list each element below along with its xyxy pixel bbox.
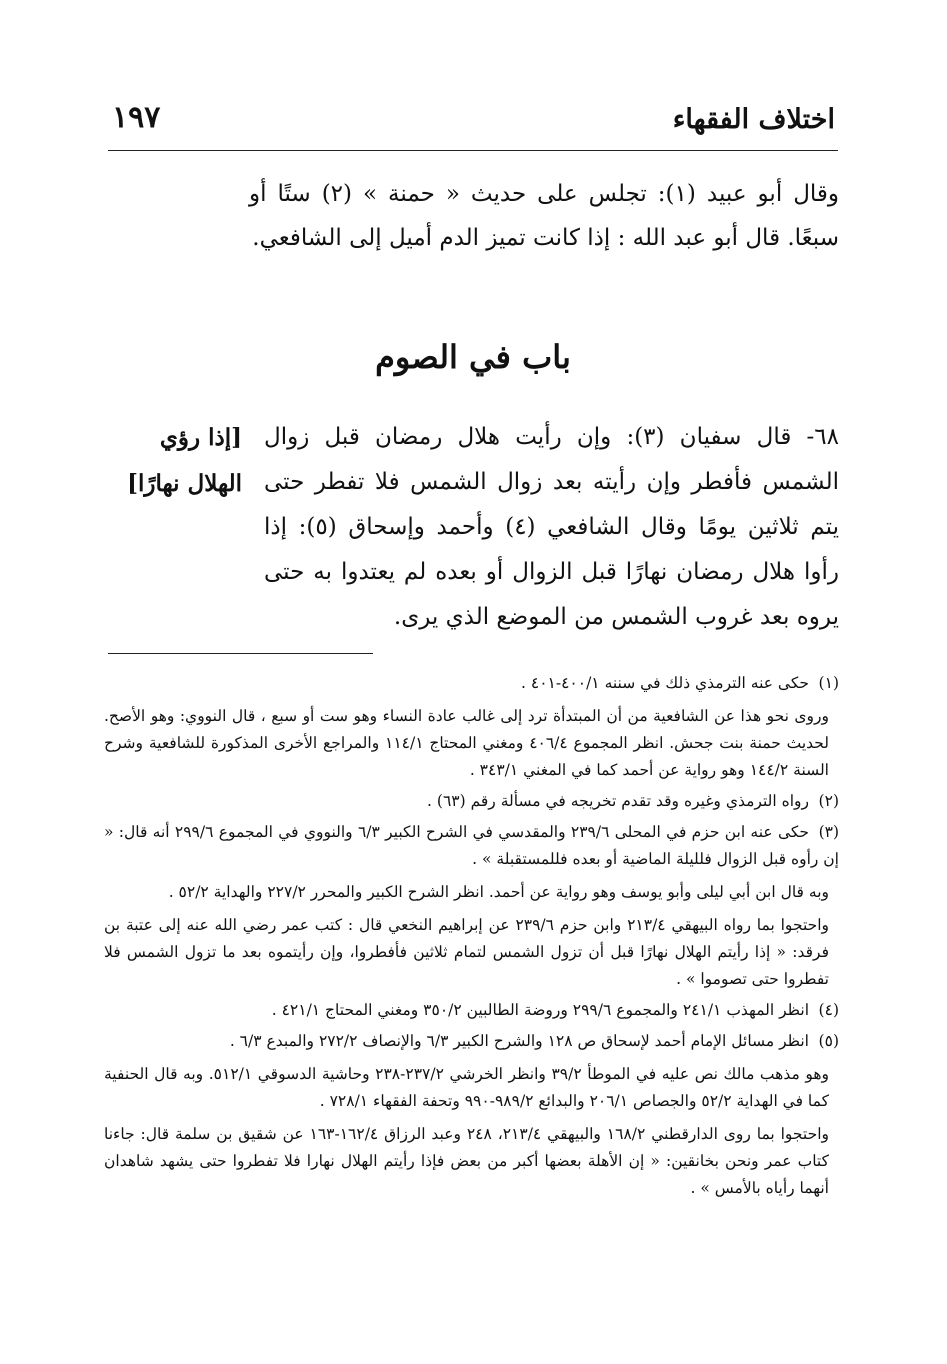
footnote-number: (٢)	[818, 792, 839, 810]
footnote-number: (٣)	[818, 823, 840, 841]
footnote-text: انظر المهذب ٢٤١/١ والمجموع ٢٩٩/٦ وروضة الطالبين ٣٥٠/٢ ومغني المحتاج ٤٢١/١ .	[271, 1001, 809, 1019]
footnote-extra: وروى نحو هذا عن الشافعية من أن المبتدأة ترد إلى غالب عادة النساء وهو ست أو سبع ، قال النووي: وهو الأصح. لحديث حمنة بنت جحش. انظر المجموع ٤٠٦/٤ ومغني المحتاج ١١٤/١ والمراجع الأخرى المذكورة للشافعية وشرح السنة ١٤٤/٢ وهو رواية عن أحمد كما في المغني ٣٤٣/١ .	[104, 707, 830, 779]
footnote-text: انظر مسائل الإمام أحمد لإسحاق ص ١٢٨ والشرح الكبير ٦/٣ والإنصاف ٢٧٢/٢ والمبدع ٦/٣ .	[229, 1032, 809, 1050]
footnote-5	[104, 1028, 839, 1202]
footnote-extra: واحتجوا بما رواه البيهقي ٢١٣/٤ وابن حزم ٢٣٩/٦ عن إبراهيم النخعي قال : كتب عمر رضي الله عنه إلى عتبة بن فرقد: « إذا رأيتم الهلال نهارًا قبل أن تزول الشمس لتمام ثلاثين فأفطروا، وإن رأيتموه بعد ما تزول الشمس فلا تفطروا حتى تصوموا » .	[104, 916, 829, 988]
footnote-extra: وهو مذهب مالك نص عليه في الموطأ ٣٩/٢ وانظر الخرشي ٢٣٧/٢-٢٣٨ وحاشية الدسوقي ٥١٢/١. وبه قال الحنفية كما في الهداية ٥٢/٢ والجصاص ٢٠٦/١ والبدائع ٩٨٩/٢-٩٩٠ وتحفة الفقهاء ٧٢٨/١ .	[104, 1065, 829, 1110]
footnote-3	[104, 819, 839, 993]
footnote-text: حكى عنه الترمذي ذلك في سننه ٤٠٠/١-٤٠١ .	[521, 674, 809, 692]
footnote-extra: وبه قال ابن أبي ليلى وأبو يوسف وهو رواية عن أحمد. انظر الشرح الكبير والمحرر ٢٢٧/٢ والهداية ٥٢/٢ .	[168, 883, 829, 901]
footnote-text: حكى عنه ابن حزم في المحلى ٢٣٩/٦ والمقدسي في الشرح الكبير ٦/٣ والنووي في المجموع ٢٩٩/٦ أنه قال: « إن رأوه قبل الزوال فلليلة الماضية أو بعده فللمستقبلة » .	[104, 823, 839, 868]
chapter-title: باب في الصوم	[375, 338, 571, 376]
footnote-extra: واحتجوا بما روى الدارقطني ١٦٨/٢ والبيهقي ٢١٣/٤، ٢٤٨ وعبد الرزاق ١٦٢/٤-١٦٣ عن شقيق بن سلمة قال: جاءنا كتاب عمر ونحن بخانقين: « إن الأهلة بعضها أكبر من بعض فإذا رأيتم الهلال نهارا فلا تفطروا حتى يشهد شاهدان أنهما رأياه بالأمس » .	[104, 1125, 829, 1197]
footnote-rule	[108, 653, 373, 654]
intro-paragraph: وقال أبو عبيد (١): تجلس على حديث « حمنة » (٢) ستًا أو سبعًا. قال أبو عبد الله : إذا كانت تميز الدم أميل إلى الشافعي.	[249, 181, 840, 251]
header-rule	[108, 150, 838, 151]
margin-note: [إذا رؤي الهلال نهارًا]	[127, 424, 242, 497]
footnote-text: رواه الترمذي وغيره وقد تقدم تخريجه في مسألة رقم (٦٣) .	[427, 792, 809, 810]
footnote-2	[104, 788, 839, 815]
footnote-4	[104, 997, 839, 1024]
page-number: ١٩٧	[112, 100, 161, 135]
running-header-title: اختلاف الفقهاء	[672, 104, 835, 135]
footnotes	[104, 670, 839, 1206]
footnote-number: (١)	[818, 674, 839, 692]
main-paragraph: ٦٨- قال سفيان (٣): وإن رأيت هلال رمضان قبل زوال الشمس فأفطر وإن رأيته بعد زوال الشمس فلا تفطر حتى يتم ثلاثين يومًا وقال الشافعي (٤) وأحمد وإسحاق (٥): إذا رأوا هلال رمضان نهارًا قبل الزوال أو بعده لم يعتدوا به حتى يروه بعد غروب الشمس من الموضع الذي يرى.	[264, 424, 839, 630]
footnote-1	[104, 670, 839, 784]
footnote-number: (٥)	[818, 1032, 839, 1050]
footnote-number: (٤)	[818, 1001, 839, 1019]
